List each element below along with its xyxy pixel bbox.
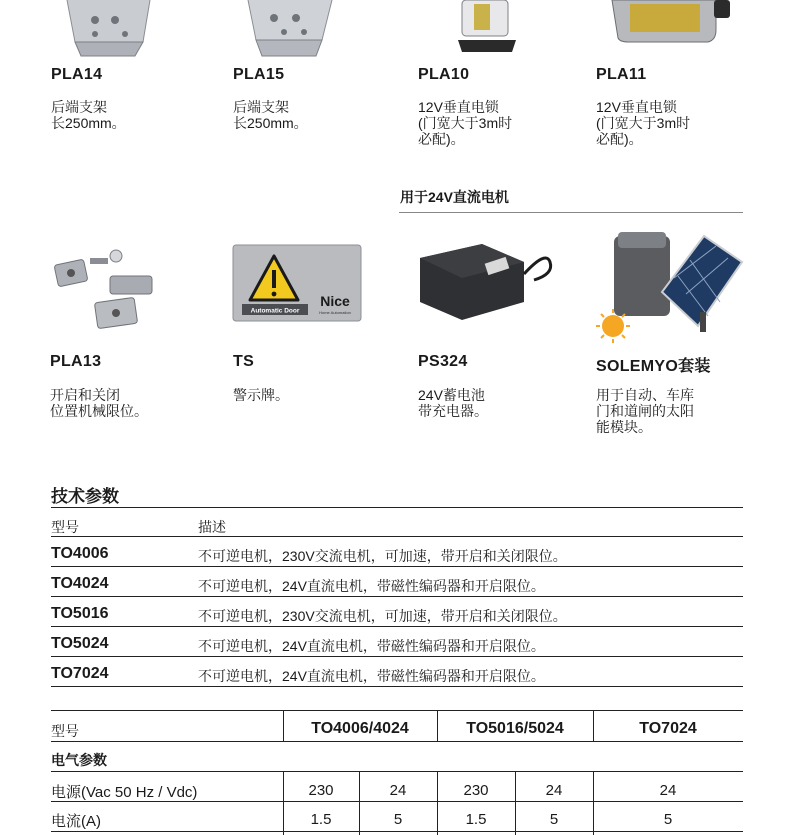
product-desc: 后端支架 长250mm。 (51, 99, 126, 131)
product-desc: 警示牌。 (233, 387, 289, 403)
table-rule (51, 801, 743, 802)
model-code: TO5024 (51, 635, 109, 652)
spec-row-label: 电源(Vac 50 Hz / Vdc) (51, 784, 198, 801)
spec-col-model: 型号 (51, 723, 79, 739)
spec-value: 5 (663, 811, 673, 828)
spec-value: 24 (659, 782, 677, 799)
section-divider (399, 212, 743, 213)
pla11-lock-image (608, 0, 733, 44)
pla10-lock-image (452, 0, 522, 58)
solemyo-solar-kit-image (594, 222, 744, 347)
spec-value: 230 (463, 782, 489, 799)
product-desc: 后端支架 长250mm。 (233, 99, 308, 131)
model-code: TO5016 (51, 605, 109, 622)
product-code: TS (233, 353, 255, 370)
table-rule (51, 741, 743, 742)
pla13-limit-stop-image (50, 248, 160, 334)
table-rule (51, 507, 743, 508)
table-rule (51, 566, 743, 567)
product-desc: 12V垂直电锁 (门宽大于3m时 必配)。 (418, 99, 513, 147)
spec-row-label: 电流(A) (51, 813, 101, 830)
section-24v-label: 用于24V直流电机 (400, 189, 509, 205)
product-desc: 12V垂直电锁 (门宽大于3m时 必配)。 (596, 99, 691, 147)
spec-header: TO5016/5024 (466, 720, 564, 737)
sign-brand: Nice (320, 293, 350, 309)
product-code: PS324 (418, 353, 468, 370)
model-desc: 不可逆电机，24V直流电机，带磁性编码器和开启限位。 (198, 668, 545, 684)
product-desc: 用于自动、车库 门和道闸的太阳 能模块。 (596, 387, 694, 435)
table-rule (51, 596, 743, 597)
table-rule (51, 626, 743, 627)
model-desc: 不可逆电机，230V交流电机，可加速，带开启和关闭限位。 (198, 608, 567, 624)
tech-title: 技术参数 (51, 487, 119, 506)
product-code: PLA13 (50, 353, 102, 370)
model-desc: 不可逆电机，24V直流电机，带磁性编码器和开启限位。 (198, 578, 545, 594)
spec-value: 24 (545, 782, 563, 799)
model-code: TO4006 (51, 545, 109, 562)
spec-value: 24 (389, 782, 407, 799)
spec-value: 230 (308, 782, 334, 799)
spec-value: 1.5 (310, 811, 332, 828)
table-rule (51, 536, 743, 537)
model-code: TO4024 (51, 575, 109, 592)
model-desc: 不可逆电机，230V交流电机，可加速，带开启和关闭限位。 (198, 548, 567, 564)
spec-value: 1.5 (465, 811, 487, 828)
ps324-battery-image (416, 240, 554, 322)
spec-header: TO4006/4024 (311, 720, 409, 737)
sign-brand-sub: Home Automation (319, 310, 351, 315)
spec-value: 5 (393, 811, 403, 828)
table-rule (51, 656, 743, 657)
spec-value: 5 (549, 811, 559, 828)
col-header-desc: 描述 (198, 519, 226, 535)
spec-header: TO7024 (639, 720, 697, 737)
product-code: SOLEMYO套装 (596, 358, 711, 375)
product-code: PLA10 (418, 66, 470, 83)
pla15-bracket-image (238, 0, 338, 58)
product-code: PLA15 (233, 66, 285, 83)
model-code: TO7024 (51, 665, 109, 682)
product-desc: 开启和关闭 位置机械限位。 (50, 387, 148, 419)
product-code: PLA14 (51, 66, 103, 83)
spec-section-title: 电气参数 (51, 752, 107, 768)
pla14-bracket-image (55, 0, 155, 58)
table-rule (51, 831, 743, 832)
product-desc: 24V蓄电池 带充电器。 (418, 387, 488, 419)
product-code: PLA11 (596, 66, 647, 83)
table-rule (51, 710, 743, 711)
table-rule (51, 686, 743, 687)
model-desc: 不可逆电机，24V直流电机，带磁性编码器和开启限位。 (198, 638, 545, 654)
warning-sign-image (232, 244, 362, 322)
col-header-model: 型号 (51, 519, 79, 535)
table-rule (51, 771, 743, 772)
sign-text: Automatic Door (250, 307, 300, 315)
